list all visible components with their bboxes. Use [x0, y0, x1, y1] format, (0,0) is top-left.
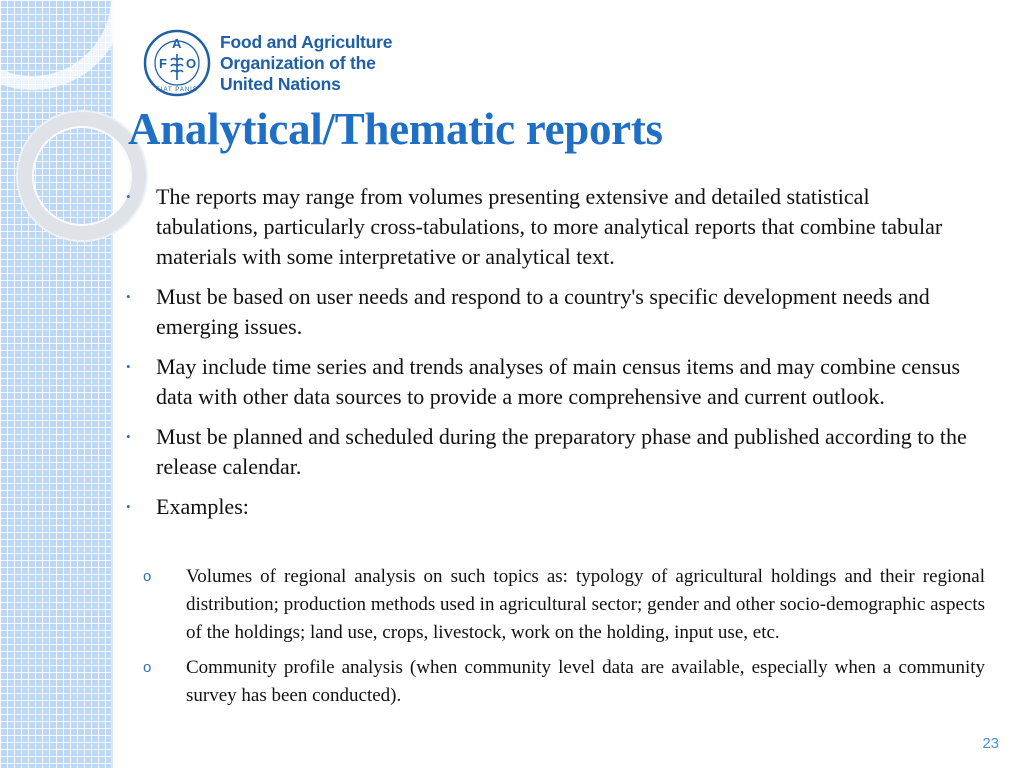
- bullet-item: [124, 282, 974, 342]
- emblem-letter-f: F: [159, 56, 167, 71]
- slide-title: Analytical/Thematic reports: [128, 104, 663, 154]
- sub-bullet-marker: o: [143, 568, 152, 585]
- bullet-text: May include time series and trends analyses of main census items and may combine census data with other data sources to provide a more comprehensive and current outlook.: [156, 354, 961, 409]
- bullet-item: [124, 352, 974, 412]
- emblem-letter-o: O: [186, 56, 197, 71]
- sub-bullet-marker: o: [143, 659, 152, 676]
- decorative-ring-inner: [32, 126, 132, 226]
- sub-bullet-list: [140, 563, 985, 717]
- bullet-item: [124, 492, 974, 522]
- page-number: 23: [982, 735, 999, 752]
- fao-logo: [142, 28, 392, 98]
- sub-bullet-text: Community profile analysis (when community level data are available, especially when a community survey has been conducted).: [186, 657, 985, 706]
- organization-name: [220, 32, 392, 95]
- bullet-marker: •: [126, 189, 131, 204]
- fao-emblem-icon: [142, 28, 212, 98]
- bullet-item: [124, 422, 974, 482]
- bullet-text: Must be planned and scheduled during the preparatory phase and published according to the release calendar.: [156, 424, 967, 479]
- bullet-list: [124, 182, 974, 532]
- emblem-letter-a: A: [172, 36, 182, 51]
- emblem-motto: FIAT PANIS: [156, 87, 198, 93]
- bullet-marker: •: [126, 359, 131, 374]
- bullet-text: Must be based on user needs and respond to a country's specific development needs and emerging issues.: [156, 284, 930, 339]
- bullet-marker: •: [126, 289, 131, 304]
- bullet-item: [124, 182, 974, 272]
- bullet-text: The reports may range from volumes presenting extensive and detailed statistical tabulations, particularly cross-tabulations, to more analytical reports that combine tabular materials with some interpretative or analytical text.: [156, 184, 943, 269]
- bullet-marker: •: [126, 499, 131, 514]
- sub-bullet-text: Volumes of regional analysis on such topics as: typology of agricultural holdings and their regional distribution; production methods used in agricultural sector; gender and other socio-demographic aspects of the holdings; land use, crops, livestock, work on the holding, input use, etc.: [186, 566, 985, 643]
- sub-bullet-item: [140, 654, 985, 710]
- org-name-line-2: Organization of the: [220, 52, 376, 73]
- bullet-text: Examples:: [156, 494, 249, 519]
- bullet-marker: •: [126, 429, 131, 444]
- org-name-line-1: Food and Agriculture: [220, 31, 393, 52]
- sub-bullet-item: [140, 563, 985, 647]
- org-name-line-3: United Nations: [220, 73, 341, 94]
